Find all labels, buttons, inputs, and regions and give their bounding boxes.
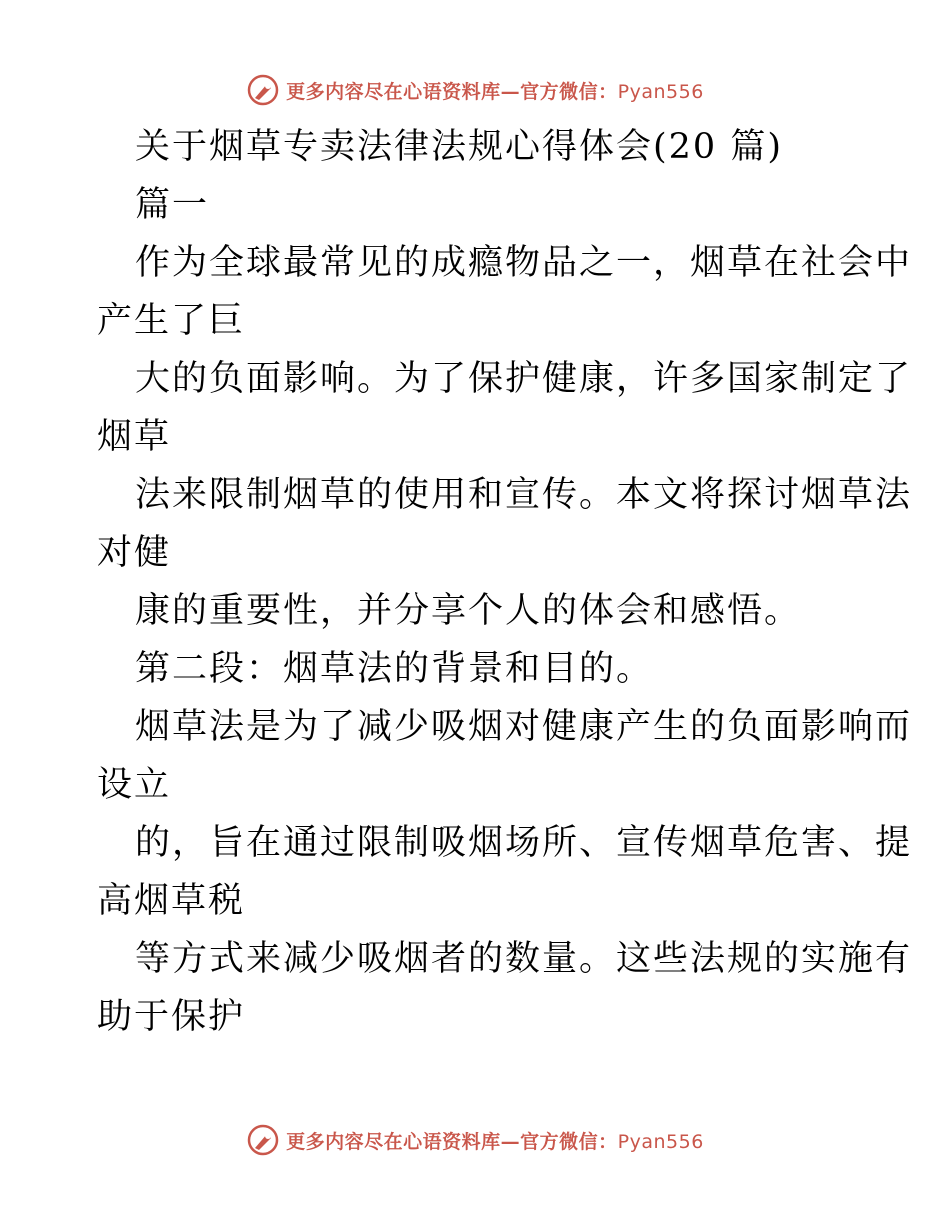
text-line: 烟草法是为了减少吸烟对健康产生的负面影响而 (135, 707, 913, 747)
text-line: 助于保护 (97, 997, 246, 1037)
text-line: 等方式来减少吸烟者的数量。这些法规的实施有 (135, 939, 913, 979)
text-line: 对健 (97, 533, 172, 573)
text-line: 高烟草税 (97, 881, 246, 921)
text-line: 康的重要性，并分享个人的体会和感悟。 (135, 591, 802, 631)
pen-nib-logo-icon (246, 1123, 280, 1157)
footer-banner (0, 1120, 950, 1160)
header-banner (0, 70, 950, 110)
text-line: 关于烟草专卖法律法规心得体会(20 篇) (135, 127, 783, 167)
wechat-id: Pyan556 (617, 80, 704, 103)
text-line: 的，旨在通过限制吸烟场所、宣传烟草危害、提 (135, 823, 913, 863)
text-line: 设立 (97, 765, 172, 805)
text-line: 法来限制烟草的使用和宣传。本文将探讨烟草法 (135, 475, 913, 515)
text-line: 第二段：烟草法的背景和目的。 (135, 649, 654, 689)
document-body (97, 118, 913, 1046)
pen-nib-logo-icon (246, 73, 280, 107)
text-line: 大的负面影响。为了保护健康，许多国家制定了 (135, 359, 913, 399)
wechat-id: Pyan556 (617, 1130, 704, 1153)
text-line: 烟草 (97, 417, 172, 457)
banner-text: 更多内容尽在心语资料库—官方微信：Pyan556 (286, 1130, 704, 1153)
banner-text: 更多内容尽在心语资料库—官方微信：Pyan556 (286, 80, 704, 103)
text-line: 产生了巨 (97, 301, 246, 341)
text-line: 作为全球最常见的成瘾物品之一，烟草在社会中 (135, 243, 913, 283)
text-line: 篇一 (135, 185, 210, 225)
